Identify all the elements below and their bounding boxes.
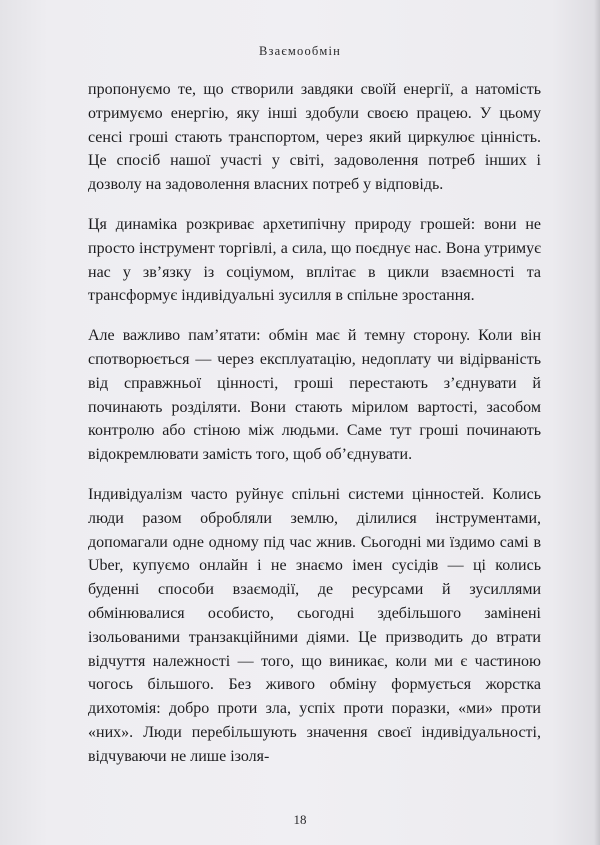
body-text bbox=[88, 78, 541, 785]
page-number: 18 bbox=[293, 812, 307, 827]
paragraph-2: Ця динаміка розкриває архетипічну природу грошей: вони не просто інструмент торгівлі, а сила, що поєднує нас. Вона утримує нас у зв’язку із соціумом, вплітає в цикли взаємності та трансформує індивідуальні зусилля в спільне зростання. bbox=[88, 215, 541, 305]
paragraph-4: Індивідуалізм часто руйнує спільні системи цінностей. Колись люди разом обробляли землю, ділилися інструментами, допомагали одне одному під час жнив. Сьогодні ми їздимо самі в Uber, купуємо онлайн і не знаємо імен сусідів — ці колись буденні способи взаємодії, де ресурсами й зусиллями обмінювалися особисто, сьогодні здебільшого замінені ізольованими транзакційними діями. Це призводить до втрати відчуття належності — того, що виникає, коли ми є частиною чогось більшого. Без живого обміну формується жорстка дихотомія: добро проти зла, успіх проти поразки, «ми» проти «них». Люди перебільшують значення своєї індивідуальності, відчуваючи не лише ізоля- bbox=[88, 485, 541, 765]
page-edge-shadow bbox=[594, 0, 600, 845]
running-header: Взаємообмін bbox=[258, 44, 342, 58]
paragraph-1: пропонуємо те, що створили завдяки своїй енергії, а натомість отримуємо енергію, яку інші здобули своєю працею. У цьому сенсі гроші стають транспортом, через який циркулює цінність. Це спосіб нашої участі у світі, задоволення потреб інших і дозволу на задоволення власних потреб у відповідь. bbox=[88, 81, 541, 194]
paragraph-3: Але важливо пам’ятати: обмін має й темну сторону. Коли він спотворюється — через експлуатацію, недоплату чи відірваність від справжньої цінності, гроші перестають з’єднувати й починають розділяти. Вони стають мірилом вартості, засобом контролю або стіною між людьми. Саме тут гроші починають відокремлювати замість того, щоб об’єднувати. bbox=[88, 327, 541, 464]
